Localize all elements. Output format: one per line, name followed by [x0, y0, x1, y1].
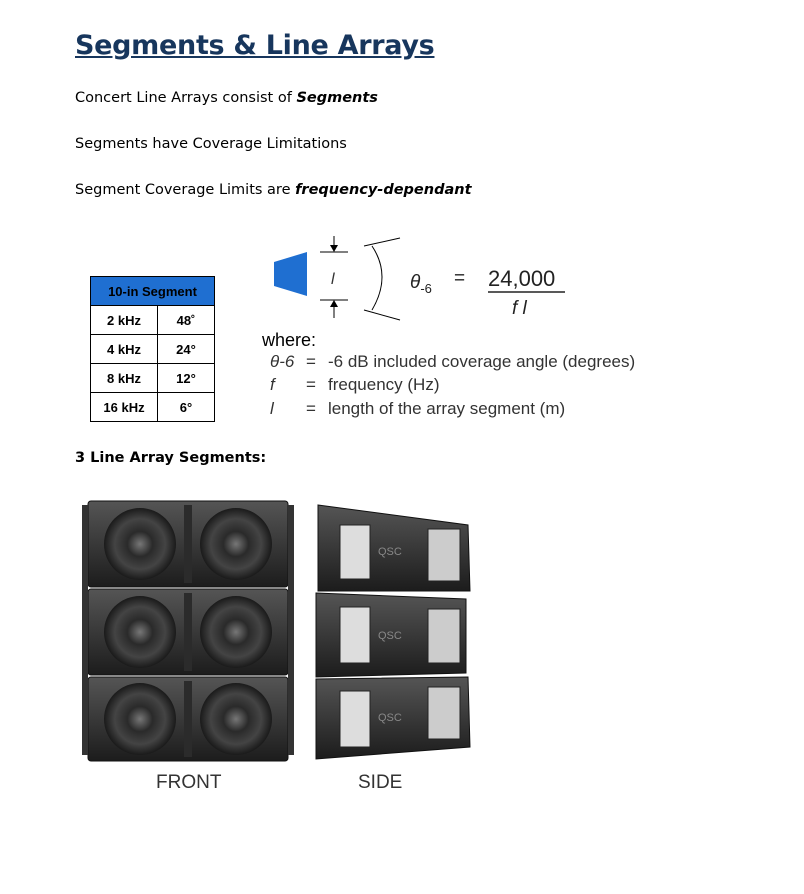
- section-heading: 3 Line Array Segments:: [75, 450, 267, 466]
- speaker-segment-icon: [274, 252, 307, 296]
- freq-cell: 16 kHz: [91, 393, 158, 422]
- denominator: f l: [512, 298, 527, 319]
- segment-coverage-table: [90, 276, 215, 422]
- intro-line-2: Segments have Coverage Limitations: [75, 136, 347, 152]
- rigging-plate: [340, 525, 370, 579]
- freq-cell: 2 kHz: [91, 306, 158, 335]
- angle-cell: 12°: [158, 364, 215, 393]
- table-row: [91, 335, 215, 364]
- theta-symbol: $\theta_{-6}$: [410, 272, 432, 296]
- front-view: [82, 501, 294, 761]
- woofer-icon: [104, 596, 176, 668]
- table-row: [91, 364, 215, 393]
- table-row: [91, 306, 215, 335]
- rigging-plate: [340, 691, 370, 747]
- line-array-photo: [78, 495, 498, 765]
- woofer-icon: [200, 596, 272, 668]
- qsc-logo: QSC: [378, 546, 402, 558]
- intro-line-1: Concert Line Arrays consist of Segments: [75, 90, 378, 106]
- emph-frequency-dependant: frequency-dependant: [295, 182, 472, 198]
- coverage-arc: [372, 246, 382, 310]
- angle-cell: 48˚: [158, 306, 215, 335]
- definition-frequency: f = frequency (Hz): [270, 375, 440, 394]
- intro-line-3: Segment Coverage Limits are frequency-dependant: [75, 182, 472, 198]
- caption-front: FRONT: [156, 772, 222, 793]
- qsc-logo: QSC: [378, 712, 402, 724]
- side-view: [316, 505, 470, 759]
- angle-cell: 24°: [158, 335, 215, 364]
- handle-plate: [428, 529, 460, 581]
- page-title: Segments & Line Arrays: [75, 30, 435, 61]
- angle-cell: 6°: [158, 393, 215, 422]
- rigging-plate: [340, 607, 370, 663]
- equals-sign: =: [454, 268, 466, 289]
- handle-plate: [428, 609, 460, 663]
- definition-length: l = length of the array segment (m): [270, 399, 566, 418]
- freq-cell: 8 kHz: [91, 364, 158, 393]
- caption-side: SIDE: [358, 772, 403, 793]
- woofer-icon: [104, 508, 176, 580]
- qsc-logo: QSC: [378, 630, 402, 642]
- table-header: 10-in Segment: [91, 277, 215, 306]
- definition-theta: θ-6 = -6 dB included coverage angle (degrees): [270, 352, 636, 371]
- table-row: [91, 393, 215, 422]
- woofer-icon: [104, 683, 176, 755]
- coverage-formula: [262, 232, 592, 328]
- where-label: where:: [262, 330, 317, 350]
- numerator: 24,000: [488, 266, 556, 291]
- freq-cell: 4 kHz: [91, 335, 158, 364]
- emph-segments: Segments: [296, 90, 378, 106]
- woofer-icon: [200, 508, 272, 580]
- woofer-icon: [200, 683, 272, 755]
- length-label: l: [331, 271, 335, 288]
- handle-plate: [428, 687, 460, 739]
